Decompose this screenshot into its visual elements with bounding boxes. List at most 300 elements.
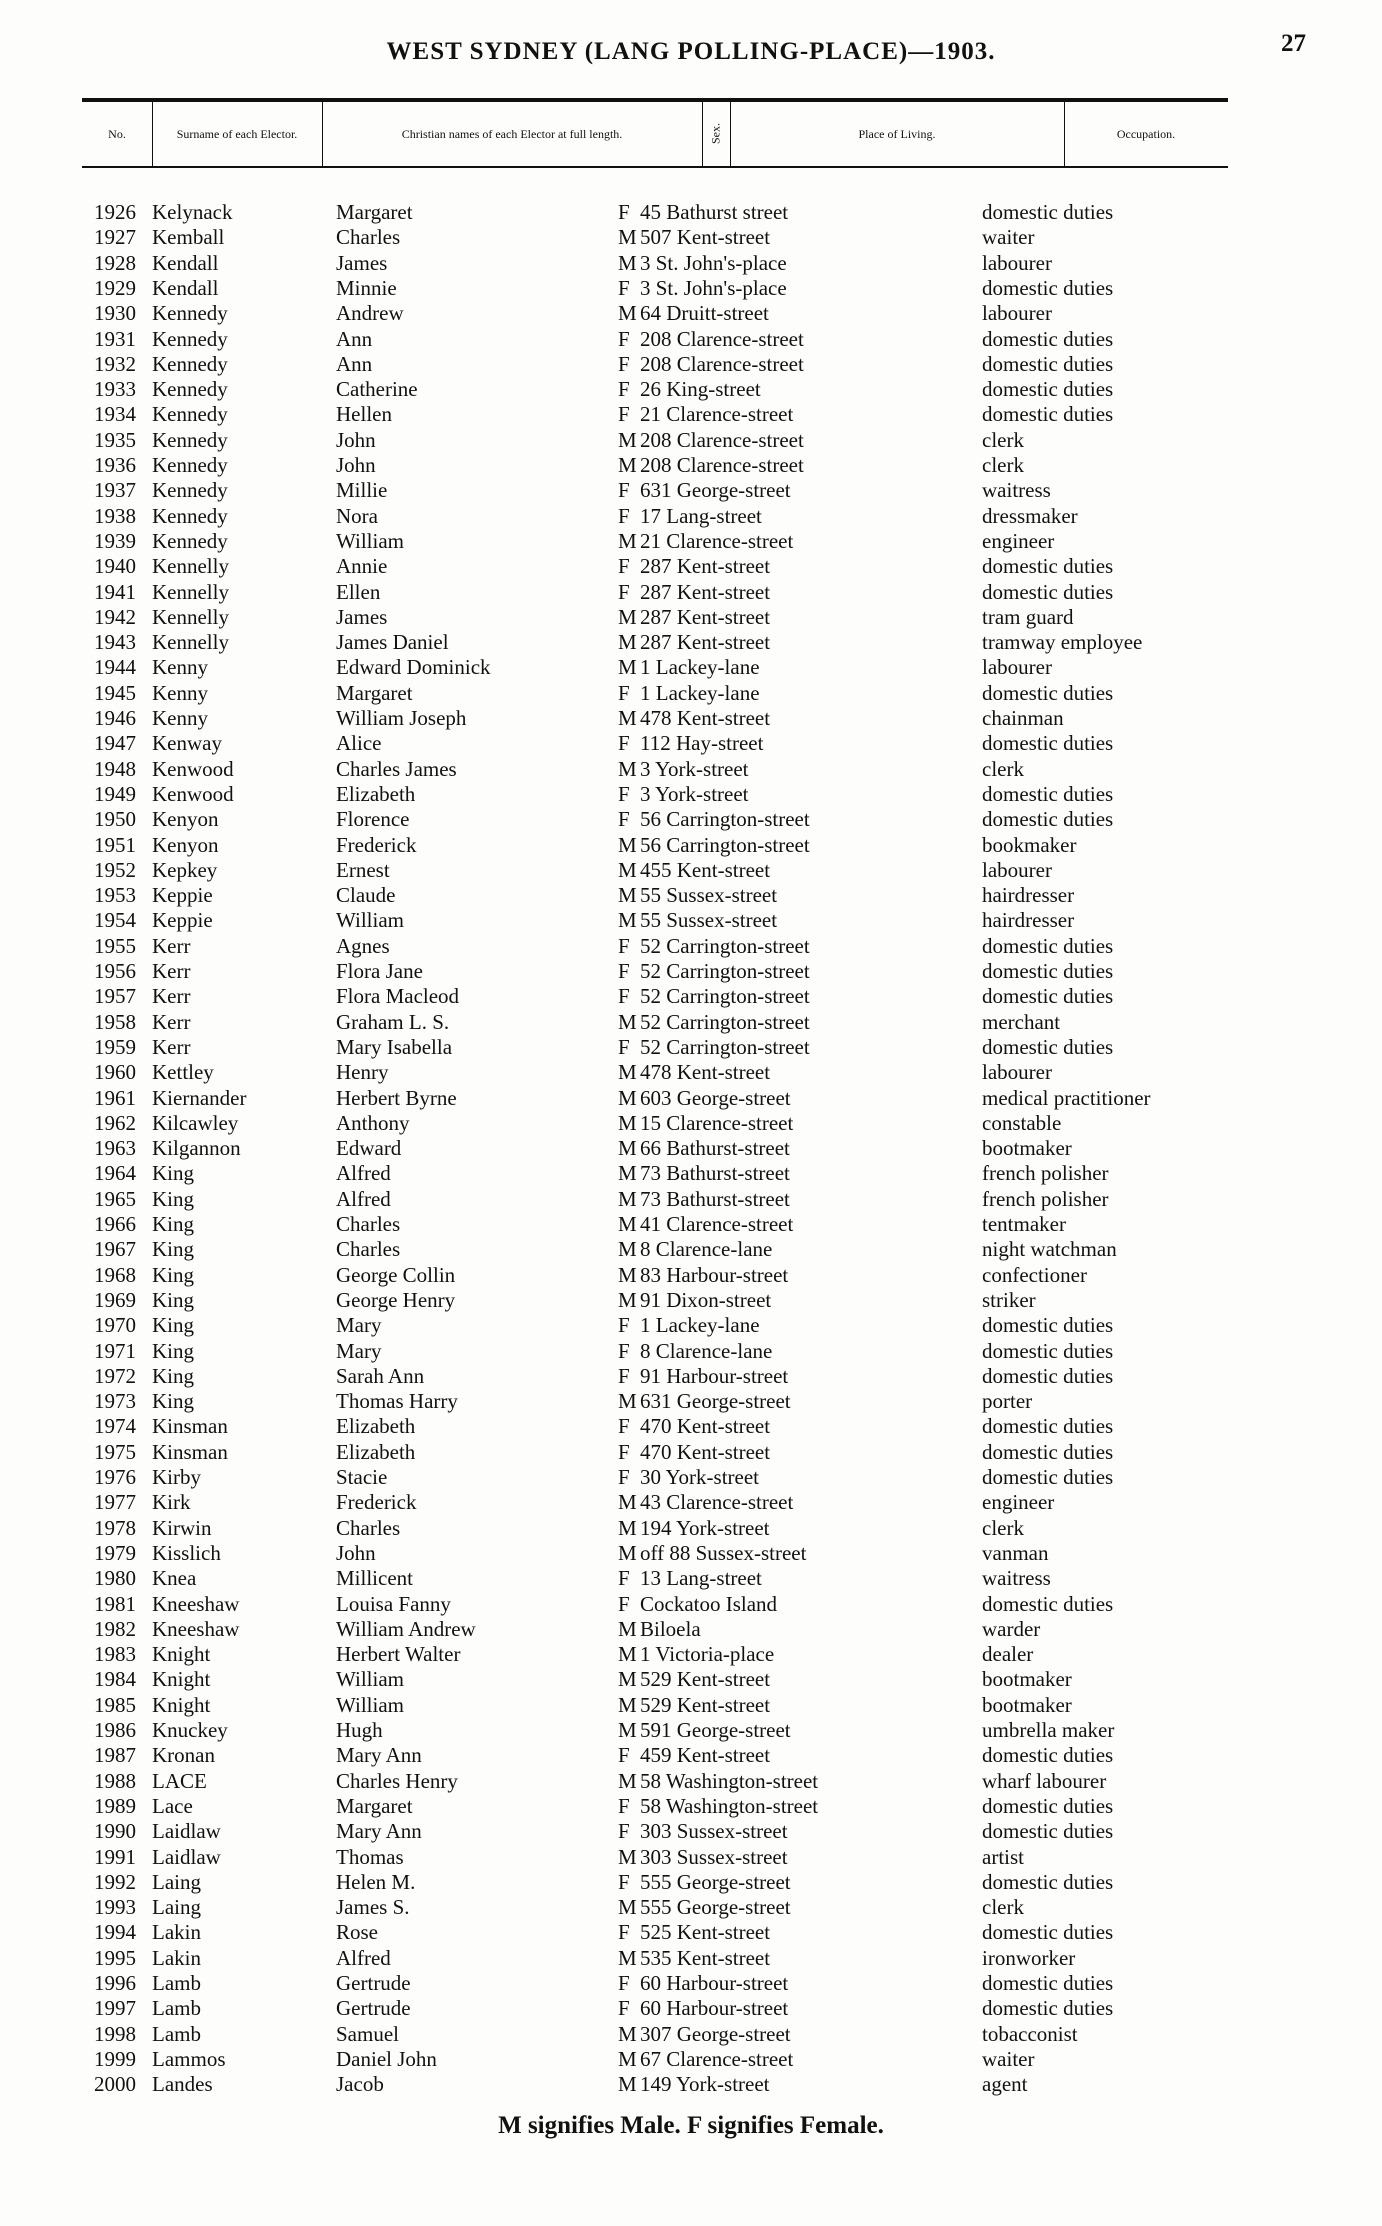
christian-names: Elizabeth xyxy=(336,1414,416,1439)
surname: Kronan xyxy=(152,1743,215,1768)
elector-number: 1985 xyxy=(94,1692,136,1717)
surname: Kettley xyxy=(152,1060,214,1085)
table-row xyxy=(0,352,1382,377)
place-of-living: Cockatoo Island xyxy=(640,1591,778,1616)
christian-names: James Daniel xyxy=(336,630,449,655)
occupation: domestic duties xyxy=(982,554,1114,579)
elector-number: 1962 xyxy=(94,1110,136,1135)
occupation: wharf labourer xyxy=(982,1768,1107,1793)
sex: M xyxy=(618,2046,637,2071)
christian-names: Herbert Byrne xyxy=(336,1085,457,1110)
elector-number: 1975 xyxy=(94,1439,136,1464)
table-row xyxy=(0,1136,1382,1161)
place-of-living: 13 Lang-street xyxy=(640,1566,762,1591)
surname: Kinsman xyxy=(152,1414,228,1439)
table-row xyxy=(0,276,1382,301)
place-of-living: 1 Victoria-place xyxy=(640,1642,775,1667)
christian-names: Mary Isabella xyxy=(336,1034,453,1059)
christian-names: Thomas xyxy=(336,1844,404,1869)
christian-names: Millie xyxy=(336,478,388,503)
sex: M xyxy=(618,1768,637,1793)
surname: Lamb xyxy=(152,1996,201,2021)
sex: M xyxy=(618,301,637,326)
table-row xyxy=(0,1465,1382,1490)
christian-names: Alfred xyxy=(336,1945,391,1970)
elector-number: 1967 xyxy=(94,1237,136,1262)
occupation: domestic duties xyxy=(982,402,1114,427)
place-of-living: 91 Dixon-street xyxy=(640,1287,772,1312)
elector-number: 1950 xyxy=(94,807,136,832)
surname: Kenny xyxy=(152,706,208,730)
sex: F xyxy=(618,478,630,503)
place-of-living: 67 Clarence-street xyxy=(640,2046,794,2071)
table-row xyxy=(0,225,1382,250)
place-of-living: 3 York-street xyxy=(640,781,749,806)
surname: Lace xyxy=(152,1793,193,1818)
elector-number: 1938 xyxy=(94,503,136,528)
table-row xyxy=(0,731,1382,756)
surname: Kenyon xyxy=(152,832,219,857)
table-row xyxy=(0,2072,1382,2097)
place-of-living: 194 York-street xyxy=(640,1515,770,1540)
christian-names: Samuel xyxy=(336,2021,399,2046)
table-row xyxy=(0,858,1382,883)
sex: F xyxy=(618,326,630,351)
surname: Kerr xyxy=(152,959,191,983)
surname: Kneeshaw xyxy=(152,1616,240,1641)
table-row xyxy=(0,757,1382,782)
page-title: WEST SYDNEY (LANG POLLING-PLACE)—1903. xyxy=(386,38,996,65)
christian-names: Charles James xyxy=(336,756,457,781)
surname: King xyxy=(152,1161,194,1186)
elector-number: 1968 xyxy=(94,1262,136,1287)
table-row xyxy=(0,1566,1382,1591)
surname: Kennedy xyxy=(152,478,228,503)
occupation: clerk xyxy=(982,1515,1024,1540)
sex: M xyxy=(618,756,637,781)
table-row xyxy=(0,1996,1382,2021)
sex: F xyxy=(618,1363,630,1388)
elector-number: 1958 xyxy=(94,1009,136,1034)
surname: Kerr xyxy=(152,1034,191,1059)
occupation: domestic duties xyxy=(982,1819,1114,1844)
elector-number: 1963 xyxy=(94,1136,136,1161)
place-of-living: 66 Bathurst-street xyxy=(640,1136,790,1161)
elector-number: 1996 xyxy=(94,1971,136,1995)
christian-names: Margaret xyxy=(336,680,413,705)
surname: Kemball xyxy=(152,225,225,250)
table-row xyxy=(0,1237,1382,1262)
occupation: domestic duties xyxy=(982,1920,1114,1945)
place-of-living: 631 George-street xyxy=(640,1389,791,1414)
place-of-living: 507 Kent-street xyxy=(640,225,771,250)
occupation: domestic duties xyxy=(982,579,1114,604)
occupation: domestic duties xyxy=(982,1034,1114,1059)
christian-names: George Collin xyxy=(336,1262,456,1287)
occupation: hairdresser xyxy=(982,908,1075,933)
christian-names: Ann xyxy=(336,326,373,351)
place-of-living: 478 Kent-street xyxy=(640,706,771,730)
elector-number: 1995 xyxy=(94,1945,136,1970)
surname: Lamb xyxy=(152,2021,201,2046)
sex: M xyxy=(618,1009,637,1034)
table-row xyxy=(0,301,1382,326)
sex: F xyxy=(618,1338,630,1363)
surname: LACE xyxy=(152,1768,207,1793)
table-row xyxy=(0,1035,1382,1060)
place-of-living: 55 Sussex-street xyxy=(640,908,778,933)
elector-number: 1972 xyxy=(94,1363,136,1388)
surname: King xyxy=(152,1313,194,1338)
table-row xyxy=(0,1364,1382,1389)
christian-names: Flora Macleod xyxy=(336,984,460,1009)
occupation: domestic duties xyxy=(982,1869,1114,1894)
sex: M xyxy=(618,857,637,882)
christian-names: Ernest xyxy=(336,857,390,882)
place-of-living: 60 Harbour-street xyxy=(640,1996,789,2021)
occupation: warder xyxy=(982,1616,1041,1641)
christian-names: Stacie xyxy=(336,1465,388,1489)
table-row xyxy=(0,200,1382,225)
christian-names: Charles Henry xyxy=(336,1768,458,1793)
christian-names: Anthony xyxy=(336,1110,410,1135)
elector-number: 1954 xyxy=(94,908,136,933)
surname: Laidlaw xyxy=(152,1819,221,1844)
elector-number: 1980 xyxy=(94,1566,136,1591)
surname: Kennelly xyxy=(152,630,229,655)
surname: Kerr xyxy=(152,984,191,1009)
sex: M xyxy=(618,1692,637,1717)
table-row xyxy=(0,1187,1382,1212)
occupation: domestic duties xyxy=(982,1313,1114,1338)
occupation: waiter xyxy=(982,225,1035,250)
occupation: engineer xyxy=(982,528,1055,553)
surname: Kendall xyxy=(152,250,219,275)
table-row xyxy=(0,630,1382,655)
christian-names: Nora xyxy=(336,503,378,528)
surname: Laidlaw xyxy=(152,1844,221,1869)
elector-number: 1948 xyxy=(94,756,136,781)
place-of-living: 603 George-street xyxy=(640,1085,791,1110)
table-row xyxy=(0,402,1382,427)
sex: F xyxy=(618,680,630,705)
surname: Kenny xyxy=(152,680,208,705)
table-row xyxy=(0,377,1382,402)
elector-number: 1928 xyxy=(94,250,136,275)
christian-names: Louisa Fanny xyxy=(336,1591,451,1616)
surname: Lammos xyxy=(152,2046,226,2071)
surname: Landes xyxy=(152,2072,213,2097)
elector-number: 1984 xyxy=(94,1667,136,1692)
surname: Kennedy xyxy=(152,427,228,452)
occupation: french polisher xyxy=(982,1186,1109,1211)
surname: Kennelly xyxy=(152,604,229,629)
table-row xyxy=(0,1060,1382,1085)
occupation: artist xyxy=(982,1844,1024,1869)
elector-number: 1986 xyxy=(94,1718,136,1742)
occupation: bootmaker xyxy=(982,1692,1072,1717)
surname: Kilgannon xyxy=(152,1136,241,1161)
surname: Kenwood xyxy=(152,781,234,806)
table-row xyxy=(0,1642,1382,1667)
place-of-living: 208 Clarence-street xyxy=(640,427,804,452)
christian-names: Margaret xyxy=(336,1793,413,1818)
christian-names: James xyxy=(336,250,388,275)
surname: Kenyon xyxy=(152,807,219,832)
place-of-living: 208 Clarence-street xyxy=(640,453,804,477)
occupation: bootmaker xyxy=(982,1667,1072,1692)
table-row xyxy=(0,1769,1382,1794)
christian-names: Hugh xyxy=(336,1718,383,1742)
place-of-living: 307 George-street xyxy=(640,2021,791,2046)
elector-number: 1946 xyxy=(94,706,136,730)
sex: F xyxy=(618,1034,630,1059)
table-row xyxy=(0,1617,1382,1642)
table-row xyxy=(0,1490,1382,1515)
place-of-living: 30 York-street xyxy=(640,1465,759,1489)
christian-names: Frederick xyxy=(336,1490,417,1515)
occupation: labourer xyxy=(982,301,1052,326)
sex: M xyxy=(618,1161,637,1186)
elector-number: 1977 xyxy=(94,1490,136,1515)
surname: Kennedy xyxy=(152,326,228,351)
occupation: domestic duties xyxy=(982,1743,1114,1768)
surname: Kenwood xyxy=(152,756,234,781)
table-header xyxy=(82,98,1228,168)
surname: Kepkey xyxy=(152,857,218,882)
sex: M xyxy=(618,225,637,250)
sex: M xyxy=(618,908,637,933)
occupation: labourer xyxy=(982,655,1052,680)
place-of-living: 52 Carrington-street xyxy=(640,1009,810,1034)
table-row xyxy=(0,908,1382,933)
occupation: tramway employee xyxy=(982,630,1143,655)
elector-number: 1981 xyxy=(94,1591,136,1616)
elector-number: 1990 xyxy=(94,1819,136,1844)
christian-names: William xyxy=(336,1667,404,1692)
table-row xyxy=(0,1161,1382,1186)
surname: Knight xyxy=(152,1667,211,1692)
elector-number: 1989 xyxy=(94,1793,136,1818)
occupation: waitress xyxy=(982,478,1051,503)
christian-names: Thomas Harry xyxy=(336,1389,458,1414)
occupation: french polisher xyxy=(982,1161,1109,1186)
occupation: hairdresser xyxy=(982,883,1075,908)
place-of-living: 3 York-street xyxy=(640,756,749,781)
sex: M xyxy=(618,453,637,477)
surname: Laing xyxy=(152,1869,201,1894)
elector-number: 1952 xyxy=(94,857,136,882)
header-no: No. xyxy=(108,126,126,141)
occupation: tobacconist xyxy=(982,2021,1078,2046)
sex: M xyxy=(618,1085,637,1110)
christian-names: George Henry xyxy=(336,1287,456,1312)
occupation: domestic duties xyxy=(982,984,1114,1009)
surname: Laing xyxy=(152,1895,201,1920)
place-of-living: 303 Sussex-street xyxy=(640,1844,788,1869)
surname: Kirwin xyxy=(152,1515,212,1540)
place-of-living: 58 Washington-street xyxy=(640,1793,819,1818)
elector-number: 1983 xyxy=(94,1642,136,1667)
christian-names: William xyxy=(336,908,404,933)
christian-names: Alice xyxy=(336,731,382,756)
place-of-living: 15 Clarence-street xyxy=(640,1110,794,1135)
occupation: domestic duties xyxy=(982,731,1114,756)
surname: Knuckey xyxy=(152,1718,228,1742)
place-of-living: 470 Kent-street xyxy=(640,1439,771,1464)
surname: King xyxy=(152,1389,194,1414)
sex: M xyxy=(618,2072,637,2097)
occupation: porter xyxy=(982,1389,1033,1414)
elector-number: 1956 xyxy=(94,959,136,983)
sex: F xyxy=(618,984,630,1009)
table-row xyxy=(0,681,1382,706)
elector-number: 1945 xyxy=(94,680,136,705)
sex: M xyxy=(618,1515,637,1540)
christian-names: Agnes xyxy=(336,933,390,958)
elector-number: 1993 xyxy=(94,1895,136,1920)
sex: M xyxy=(618,604,637,629)
christian-names: Charles xyxy=(336,1515,401,1540)
occupation: dressmaker xyxy=(982,503,1078,528)
occupation: labourer xyxy=(982,250,1052,275)
table-row xyxy=(0,605,1382,630)
table-row xyxy=(0,428,1382,453)
place-of-living: 1 Lackey-lane xyxy=(640,1313,760,1338)
surname: Kirby xyxy=(152,1465,201,1489)
christian-names: Mary Ann xyxy=(336,1743,422,1768)
sex: F xyxy=(618,1869,630,1894)
christian-names: James xyxy=(336,604,388,629)
table-row xyxy=(0,1111,1382,1136)
christian-names: Mary xyxy=(336,1313,382,1338)
sex: F xyxy=(618,1920,630,1945)
header-christian-names: Christian names of each Elector at full length. xyxy=(401,126,623,141)
occupation: domestic duties xyxy=(982,807,1114,832)
table-row xyxy=(0,1440,1382,1465)
sex: M xyxy=(618,832,637,857)
surname: King xyxy=(152,1186,194,1211)
sex: F xyxy=(618,1793,630,1818)
sex: M xyxy=(618,1060,637,1085)
christian-names: Edward Dominick xyxy=(336,655,491,680)
place-of-living: 287 Kent-street xyxy=(640,604,771,629)
christian-names: Margaret xyxy=(336,200,413,224)
sex: M xyxy=(618,1540,637,1565)
table-row xyxy=(0,2022,1382,2047)
table-row xyxy=(0,833,1382,858)
elector-number: 1964 xyxy=(94,1161,136,1186)
christian-names: Hellen xyxy=(336,402,392,427)
place-of-living: off 88 Sussex-street xyxy=(640,1540,807,1565)
elector-number: 1991 xyxy=(94,1844,136,1869)
sex: M xyxy=(618,1718,637,1742)
christian-names: Elizabeth xyxy=(336,1439,416,1464)
sex: M xyxy=(618,1186,637,1211)
christian-names: Helen M. xyxy=(336,1869,416,1894)
surname: Kisslich xyxy=(152,1540,221,1565)
table-row xyxy=(0,251,1382,276)
sex: M xyxy=(618,883,637,908)
sex: F xyxy=(618,1465,630,1489)
sex: M xyxy=(618,1490,637,1515)
elector-number: 1970 xyxy=(94,1313,136,1338)
sex: F xyxy=(618,275,630,300)
christian-names: Gertrude xyxy=(336,1996,411,2021)
surname: Kennedy xyxy=(152,402,228,427)
table-row xyxy=(0,1895,1382,1920)
surname: Kinsman xyxy=(152,1439,228,1464)
occupation: waiter xyxy=(982,2046,1035,2071)
elector-number: 2000 xyxy=(94,2072,136,2097)
elector-number: 1947 xyxy=(94,731,136,756)
sex: M xyxy=(618,1667,637,1692)
place-of-living: 56 Carrington-street xyxy=(640,832,810,857)
christian-names: Charles xyxy=(336,225,401,250)
occupation: tentmaker xyxy=(982,1212,1066,1236)
surname: King xyxy=(152,1363,194,1388)
table-row xyxy=(0,1819,1382,1844)
christian-names: James S. xyxy=(336,1895,410,1920)
sex: F xyxy=(618,807,630,832)
table-row xyxy=(0,1010,1382,1035)
sex: F xyxy=(618,933,630,958)
elector-number: 1969 xyxy=(94,1287,136,1312)
surname: King xyxy=(152,1287,194,1312)
sex: F xyxy=(618,351,630,376)
place-of-living: 555 George-street xyxy=(640,1895,791,1920)
place-of-living: 60 Harbour-street xyxy=(640,1971,789,1995)
table-row xyxy=(0,1212,1382,1237)
place-of-living: 56 Carrington-street xyxy=(640,807,810,832)
place-of-living: 287 Kent-street xyxy=(640,579,771,604)
place-of-living: 73 Bathurst-street xyxy=(640,1186,790,1211)
surname: Knea xyxy=(152,1566,197,1591)
sex: M xyxy=(618,2021,637,2046)
christian-names: Gertrude xyxy=(336,1971,411,1995)
elector-number: 1943 xyxy=(94,630,136,655)
occupation: domestic duties xyxy=(982,1971,1114,1995)
surname: Knight xyxy=(152,1642,211,1667)
elector-number: 1974 xyxy=(94,1414,136,1439)
sex: M xyxy=(618,1110,637,1135)
sex: M xyxy=(618,1237,637,1262)
christian-names: William xyxy=(336,528,404,553)
page-number: 27 xyxy=(1281,30,1306,57)
elector-number: 1953 xyxy=(94,883,136,908)
place-of-living: 591 George-street xyxy=(640,1718,791,1742)
occupation: clerk xyxy=(982,756,1024,781)
table-row xyxy=(0,478,1382,503)
place-of-living: 287 Kent-street xyxy=(640,630,771,655)
christian-names: Ellen xyxy=(336,579,381,604)
elector-number: 1955 xyxy=(94,933,136,958)
christian-names: Minnie xyxy=(336,275,397,300)
christian-names: William Andrew xyxy=(336,1616,476,1641)
place-of-living: 8 Clarence-lane xyxy=(640,1338,773,1363)
elector-number: 1934 xyxy=(94,402,136,427)
table-row xyxy=(0,883,1382,908)
place-of-living: 8 Clarence-lane xyxy=(640,1237,773,1262)
place-of-living: 470 Kent-street xyxy=(640,1414,771,1439)
elector-number: 1998 xyxy=(94,2021,136,2046)
elector-number: 1944 xyxy=(94,655,136,680)
surname: King xyxy=(152,1212,194,1236)
surname: Kenway xyxy=(152,731,222,756)
occupation: domestic duties xyxy=(982,1338,1114,1363)
place-of-living: 58 Washington-street xyxy=(640,1768,819,1793)
place-of-living: 41 Clarence-street xyxy=(640,1212,794,1236)
